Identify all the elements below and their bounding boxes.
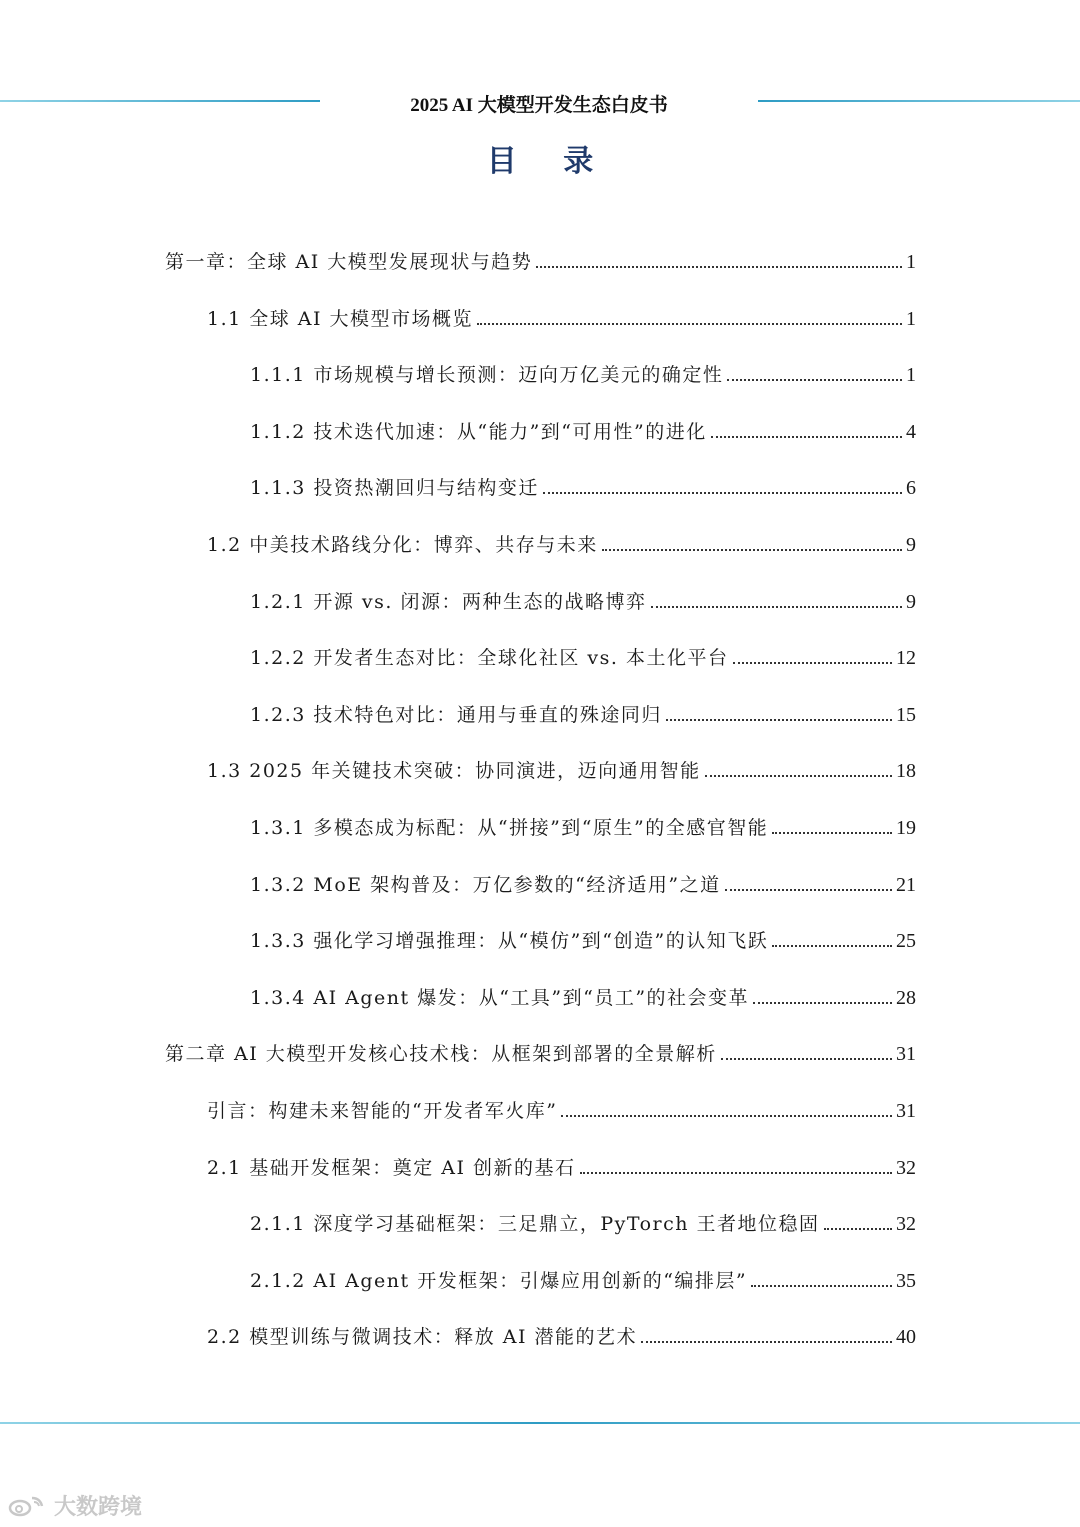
- toc-entry-title: 1.3.2 MoE 架构普及：万亿参数的“经济适用”之道: [250, 874, 721, 896]
- toc-dot-leader: [727, 379, 902, 381]
- toc-dot-leader: [602, 549, 902, 551]
- toc-dot-leader: [733, 662, 893, 664]
- toc-entry-title: 2.1 基础开发框架：奠定 AI 创新的基石: [207, 1157, 576, 1179]
- toc-entry-title: 第二章 AI 大模型开发核心技术栈：从框架到部署的全景解析: [165, 1043, 717, 1065]
- toc-entry[interactable]: [250, 584, 916, 614]
- toc-entry-title: 2.2 模型训练与微调技术：释放 AI 潜能的艺术: [207, 1326, 638, 1348]
- toc-entry[interactable]: [250, 980, 916, 1010]
- toc-entry-title: 1.3 2025 年关键技术突破：协同演进，迈向通用智能: [207, 760, 701, 782]
- document-header-title: 2025 AI 大模型开发生态白皮书: [410, 95, 668, 116]
- toc-entry-title: 1.1.1 市场规模与增长预测：迈向万亿美元的确定性: [250, 364, 724, 386]
- toc-entry-page-number: 40: [896, 1326, 916, 1348]
- toc-dot-leader: [751, 1285, 892, 1287]
- watermark: [8, 1490, 142, 1521]
- toc-dot-leader: [824, 1228, 892, 1230]
- toc-entry[interactable]: [250, 1206, 916, 1236]
- toc-entry-title: 2.1.1 深度学习基础框架：三足鼎立，PyTorch 王者地位稳固: [250, 1213, 820, 1235]
- toc-entry-page-number: 21: [896, 874, 916, 896]
- toc-entry[interactable]: [250, 867, 916, 897]
- toc-entry-title: 2.1.2 AI Agent 开发框架：引爆应用创新的“编排层”: [250, 1270, 748, 1292]
- toc-entry-title: 1.1.2 技术迭代加速：从“能力”到“可用性”的进化: [250, 421, 707, 443]
- toc-entry-page-number: 35: [896, 1270, 916, 1292]
- toc-entry-title: 1.2.2 开发者生态对比：全球化社区 vs. 本土化平台: [250, 647, 729, 669]
- watermark-text: 大数跨境: [54, 1495, 143, 1520]
- toc-dot-leader: [543, 492, 902, 494]
- toc-dot-leader: [561, 1115, 892, 1117]
- toc-dot-leader: [711, 436, 902, 438]
- toc-entry[interactable]: [250, 923, 916, 953]
- toc-entry[interactable]: [207, 301, 916, 331]
- toc-entry-title: 1.1.3 投资热潮回归与结构变迁: [250, 477, 539, 499]
- toc-entry[interactable]: [250, 1263, 916, 1293]
- weibo-logo-icon: [8, 1494, 48, 1518]
- toc-entry-title: 1.2.3 技术特色对比：通用与垂直的殊途同归: [250, 704, 662, 726]
- header-rule-right: [758, 100, 1080, 102]
- toc-dot-leader: [641, 1341, 892, 1343]
- toc-entry-page-number: 32: [896, 1157, 916, 1179]
- toc-entry-page-number: 31: [896, 1100, 916, 1122]
- header-rule-left: [0, 100, 320, 102]
- toc-entry-title: 1.2.1 开源 vs. 闭源：两种生态的战略博弈: [250, 591, 647, 613]
- toc-entry-title: 第一章：全球 AI 大模型发展现状与趋势: [165, 251, 533, 273]
- toc-entry[interactable]: [250, 697, 916, 727]
- toc-entry[interactable]: [165, 244, 916, 274]
- toc-dot-leader: [477, 323, 902, 325]
- toc-entry-page-number: 12: [896, 647, 916, 669]
- toc-entry[interactable]: [165, 1036, 916, 1066]
- toc-entry[interactable]: [250, 470, 916, 500]
- toc-entry-title: 1.3.3 强化学习增强推理：从“模仿”到“创造”的认知飞跃: [250, 930, 769, 952]
- toc-entry-title: 1.3.1 多模态成为标配：从“拼接”到“原生”的全感官智能: [250, 817, 769, 839]
- toc-entry-page-number: 15: [896, 704, 916, 726]
- toc-entry-title: 引言：构建未来智能的“开发者军火库”: [207, 1100, 558, 1122]
- toc-entry-page-number: 9: [906, 534, 916, 556]
- toc-dot-leader: [705, 775, 892, 777]
- toc-entry-page-number: 31: [896, 1043, 916, 1065]
- toc-dot-leader: [753, 1002, 892, 1004]
- toc-entry[interactable]: [207, 1150, 916, 1180]
- toc-dot-leader: [721, 1058, 892, 1060]
- toc-entry-title: 1.1 全球 AI 大模型市场概览: [207, 308, 474, 330]
- toc-dot-leader: [666, 719, 892, 721]
- toc-entry-page-number: 19: [896, 817, 916, 839]
- toc-entry[interactable]: [250, 357, 916, 387]
- toc-entry-page-number: 6: [906, 477, 916, 499]
- toc-dot-leader: [772, 945, 892, 947]
- toc-entry-page-number: 32: [896, 1213, 916, 1235]
- toc-entry[interactable]: [207, 1093, 916, 1123]
- toc-heading: 目 录: [486, 144, 612, 179]
- toc-entry-page-number: 18: [896, 760, 916, 782]
- toc-dot-leader: [772, 832, 892, 834]
- toc-dot-leader: [580, 1172, 892, 1174]
- toc-dot-leader: [725, 889, 892, 891]
- toc-entry-page-number: 25: [896, 930, 916, 952]
- toc-entry[interactable]: [250, 414, 916, 444]
- toc-entry[interactable]: [250, 640, 916, 670]
- toc-entry-page-number: 9: [906, 591, 916, 613]
- toc-dot-leader: [536, 266, 902, 268]
- toc-entry[interactable]: [207, 1319, 916, 1349]
- toc-entry-page-number: 4: [906, 421, 916, 443]
- footer-rule: [0, 1422, 1080, 1424]
- toc-entry[interactable]: [250, 810, 916, 840]
- toc-entry[interactable]: [207, 527, 916, 557]
- toc-entry[interactable]: [207, 753, 916, 783]
- toc-entry-page-number: 1: [906, 251, 916, 273]
- toc-entry-title: 1.3.4 AI Agent 爆发：从“工具”到“员工”的社会变革: [250, 987, 750, 1009]
- toc-entry-page-number: 28: [896, 987, 916, 1009]
- toc-entry-page-number: 1: [906, 364, 916, 386]
- toc-entry-page-number: 1: [906, 308, 916, 330]
- toc-dot-leader: [651, 606, 903, 608]
- toc-entry-title: 1.2 中美技术路线分化：博弈、共存与未来: [207, 534, 598, 556]
